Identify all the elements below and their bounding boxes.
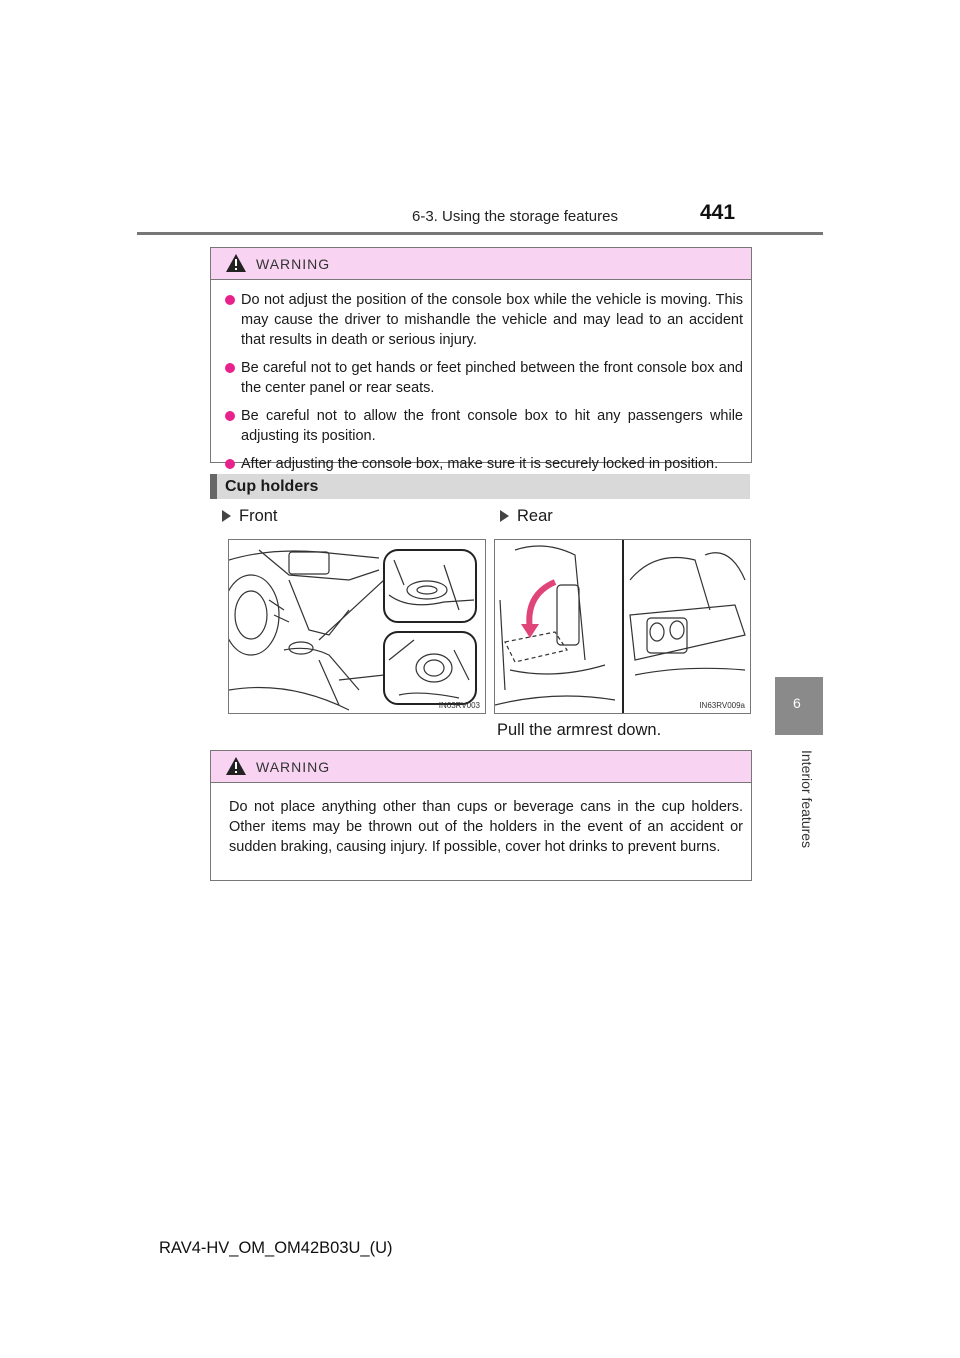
bullet-icon [225,363,235,373]
warning-title: WARNING [256,759,331,775]
arrow-right-icon [222,510,231,522]
warning-header [211,248,751,280]
rear-armrest-drawing [495,540,750,713]
warning-item [225,358,743,398]
page-number: 441 [700,201,736,224]
manual-id: RAV4-HV_OM_OM42B03U_(U) [159,1239,393,1257]
warning-text: Do not place anything other than cups or beverage cans in the cup holders. Other items may be thrown out of the holders in the event of an accident or sudden braking, causing injury. If possible, cover hot drinks to prevent burns. [229,799,743,855]
warning-box-cup-holders [210,750,752,881]
front-cup-holder-illustration [228,539,486,714]
front-label: Front [222,507,278,526]
warning-header [211,751,751,783]
figure-code: IN63RV003 [438,701,480,710]
warning-title: WARNING [256,256,331,272]
rear-label: Rear [500,507,553,526]
warning-triangle-icon [225,756,247,776]
rear-cup-holder-illustration [494,539,751,714]
bullet-icon [225,411,235,421]
warning-item [225,406,743,446]
section-heading-bar [210,474,217,499]
warning-item [225,454,743,474]
section-heading-text: Cup holders [225,478,319,495]
warning-body [211,280,751,484]
bullet-icon [225,459,235,469]
warning-item-text: Be careful not to allow the front console box to hit any passengers while adjusting its position. [241,408,743,444]
chapter-label: Interior features [799,750,815,849]
warning-triangle-icon [225,253,247,273]
header-rule [137,232,823,235]
warning-body [211,783,751,873]
warning-item-text: After adjusting the console box, make sure it is securely locked in position. [241,456,719,472]
warning-item [225,290,743,350]
warning-item-text: Be careful not to get hands or feet pinched between the front console box and the center panel or rear seats. [241,360,743,396]
section-heading [210,474,750,499]
figure-code: IN63RV009a [699,701,745,710]
section-title: 6-3. Using the storage features [412,208,618,225]
warning-box-console [210,247,752,472]
chapter-number: 6 [793,695,801,711]
front-console-drawing [229,540,485,713]
arrow-right-icon [500,510,509,522]
bullet-icon [225,295,235,305]
warning-item-text: Do not adjust the position of the console box while the vehicle is moving. This may cause the driver to mishandle the vehicle and may lead to an accident that results in death or serious injury. [241,292,743,348]
rear-caption: Pull the armrest down. [497,721,662,739]
